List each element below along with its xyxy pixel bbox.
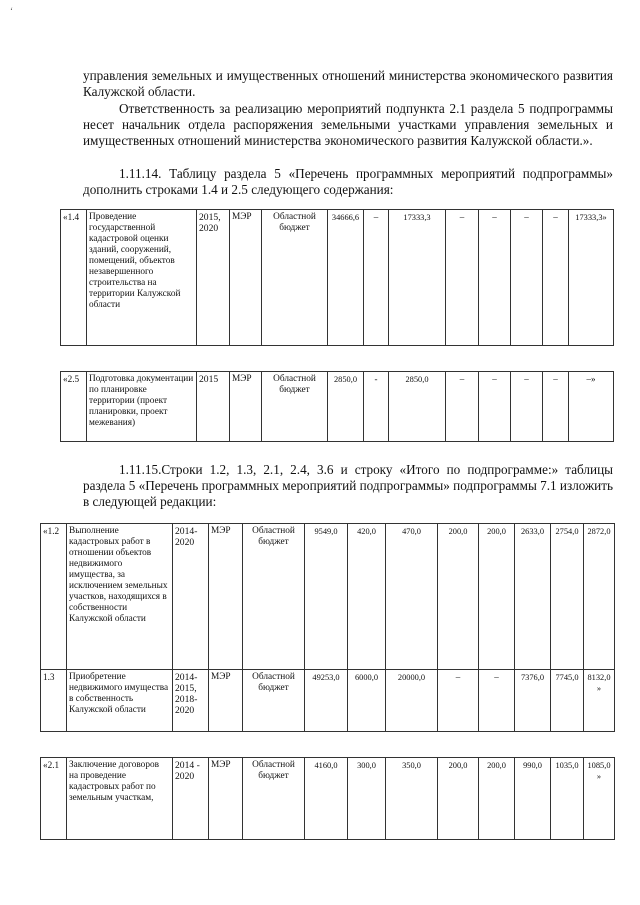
row-name: Выполнение кадастровых работ в отношении объектов недвижимого имущества, за исключением земельных участков, находящихся в собственности Калужской области: [67, 524, 173, 670]
value-2016: –: [438, 670, 479, 732]
table-row: [61, 210, 614, 346]
row-number: «2.1: [41, 758, 67, 840]
row-name: Заключение договоров на проведение кадастровых работ по земельным участкам,: [67, 758, 173, 840]
table-row: [41, 758, 615, 840]
value-2017: 200,0: [479, 524, 515, 670]
table-row: [41, 670, 615, 732]
value-2018: –: [511, 372, 543, 442]
value-total: 2850,0: [328, 372, 364, 442]
corner-mark: ʻ: [10, 6, 13, 16]
row-years: 2015, 2020: [197, 210, 230, 346]
row-years: 2014-2020: [173, 524, 209, 670]
value-2019: 1035,0: [551, 758, 584, 840]
value-2017: –: [479, 210, 511, 346]
row-source: Областной бюджет: [243, 524, 305, 670]
value-2020: 2872,0: [584, 524, 615, 670]
value-total: 4160,0: [305, 758, 348, 840]
value-2018: 7376,0: [515, 670, 551, 732]
row-source: Областной бюджет: [243, 758, 305, 840]
table-row-2-1: [40, 757, 615, 840]
value-2015: 20000,0: [386, 670, 438, 732]
paragraph-1-11-14: 1.11.14. Таблицу раздела 5 «Перечень программных мероприятий подпрограммы» дополнить строками 1.4 и 2.5 следующего содержания:: [83, 166, 613, 197]
value-total: 9549,0: [305, 524, 348, 670]
row-number: «1.2: [41, 524, 67, 670]
value-total: 49253,0: [305, 670, 348, 732]
row-years: 2014-2015, 2018-2020: [173, 670, 209, 732]
value-2018: –: [511, 210, 543, 346]
row-executor: МЭР: [230, 372, 262, 442]
value-2018: 2633,0: [515, 524, 551, 670]
row-number: 1.3: [41, 670, 67, 732]
value-2014: 6000,0: [348, 670, 386, 732]
value-2019: –: [543, 210, 569, 346]
paragraph-responsibility: Ответственность за реализацию мероприятий подпункта 2.1 раздела 5 подпрограммы несет начальник отдела распоряжения земельными участками управления земельных и имущественных отношений министерства экономического развития Калужской области.».: [83, 101, 613, 148]
value-2019: 7745,0: [551, 670, 584, 732]
value-2015: 350,0: [386, 758, 438, 840]
value-total: 34666,6: [328, 210, 364, 346]
value-2016: 200,0: [438, 758, 479, 840]
row-years: 2015: [197, 372, 230, 442]
row-source: Областной бюджет: [243, 670, 305, 732]
row-executor: МЭР: [209, 758, 243, 840]
row-number: «1.4: [61, 210, 87, 346]
value-2014: -: [364, 372, 389, 442]
paragraph-continuation: управления земельных и имущественных отношений министерства экономического развития Калужской области.: [83, 68, 613, 99]
value-2014: 420,0: [348, 524, 386, 670]
value-2015: 470,0: [386, 524, 438, 670]
value-2016: –: [446, 210, 479, 346]
row-number: «2.5: [61, 372, 87, 442]
value-2016: –: [446, 372, 479, 442]
value-2017: –: [479, 372, 511, 442]
value-2020: –»: [569, 372, 614, 442]
paragraph-1-11-15: 1.11.15.Строки 1.2, 1.3, 2.1, 2.4, 3.6 и строку «Итого по подпрограмме:» таблицы раздела 5 «Перечень программных мероприятий подпрограммы» подпрограммы 7.1 изложить в следующей редакции:: [83, 462, 613, 509]
value-2019: 2754,0: [551, 524, 584, 670]
table-row: [61, 372, 614, 442]
row-executor: МЭР: [209, 524, 243, 670]
row-name: Приобретение недвижимого имущества в собственность Калужской области: [67, 670, 173, 732]
table-row-2-5: [60, 371, 614, 442]
row-source: Областной бюджет: [262, 372, 328, 442]
value-2016: 200,0: [438, 524, 479, 670]
value-2015: 2850,0: [389, 372, 446, 442]
row-executor: МЭР: [209, 670, 243, 732]
value-2018: 990,0: [515, 758, 551, 840]
row-executor: МЭР: [230, 210, 262, 346]
value-2014: –: [364, 210, 389, 346]
value-2020: 8132,0»: [584, 670, 615, 732]
value-2020: 17333,3»: [569, 210, 614, 346]
row-source: Областной бюджет: [262, 210, 328, 346]
value-2017: 200,0: [479, 758, 515, 840]
row-name: Проведение государственной кадастровой оценки зданий, сооружений, помещений, объектов незавершенного строительства на территории Калужской области: [87, 210, 197, 346]
value-2019: –: [543, 372, 569, 442]
row-name: Подготовка документации по планировке территории (проект планировки, проект межевания): [87, 372, 197, 442]
value-2015: 17333,3: [389, 210, 446, 346]
table-row: [41, 524, 615, 670]
table-row-1-4: [60, 209, 614, 346]
value-2020: 1085,0»: [584, 758, 615, 840]
value-2014: 300,0: [348, 758, 386, 840]
table-rows-1-2-1-3: [40, 523, 615, 732]
row-years: 2014 - 2020: [173, 758, 209, 840]
value-2017: –: [479, 670, 515, 732]
